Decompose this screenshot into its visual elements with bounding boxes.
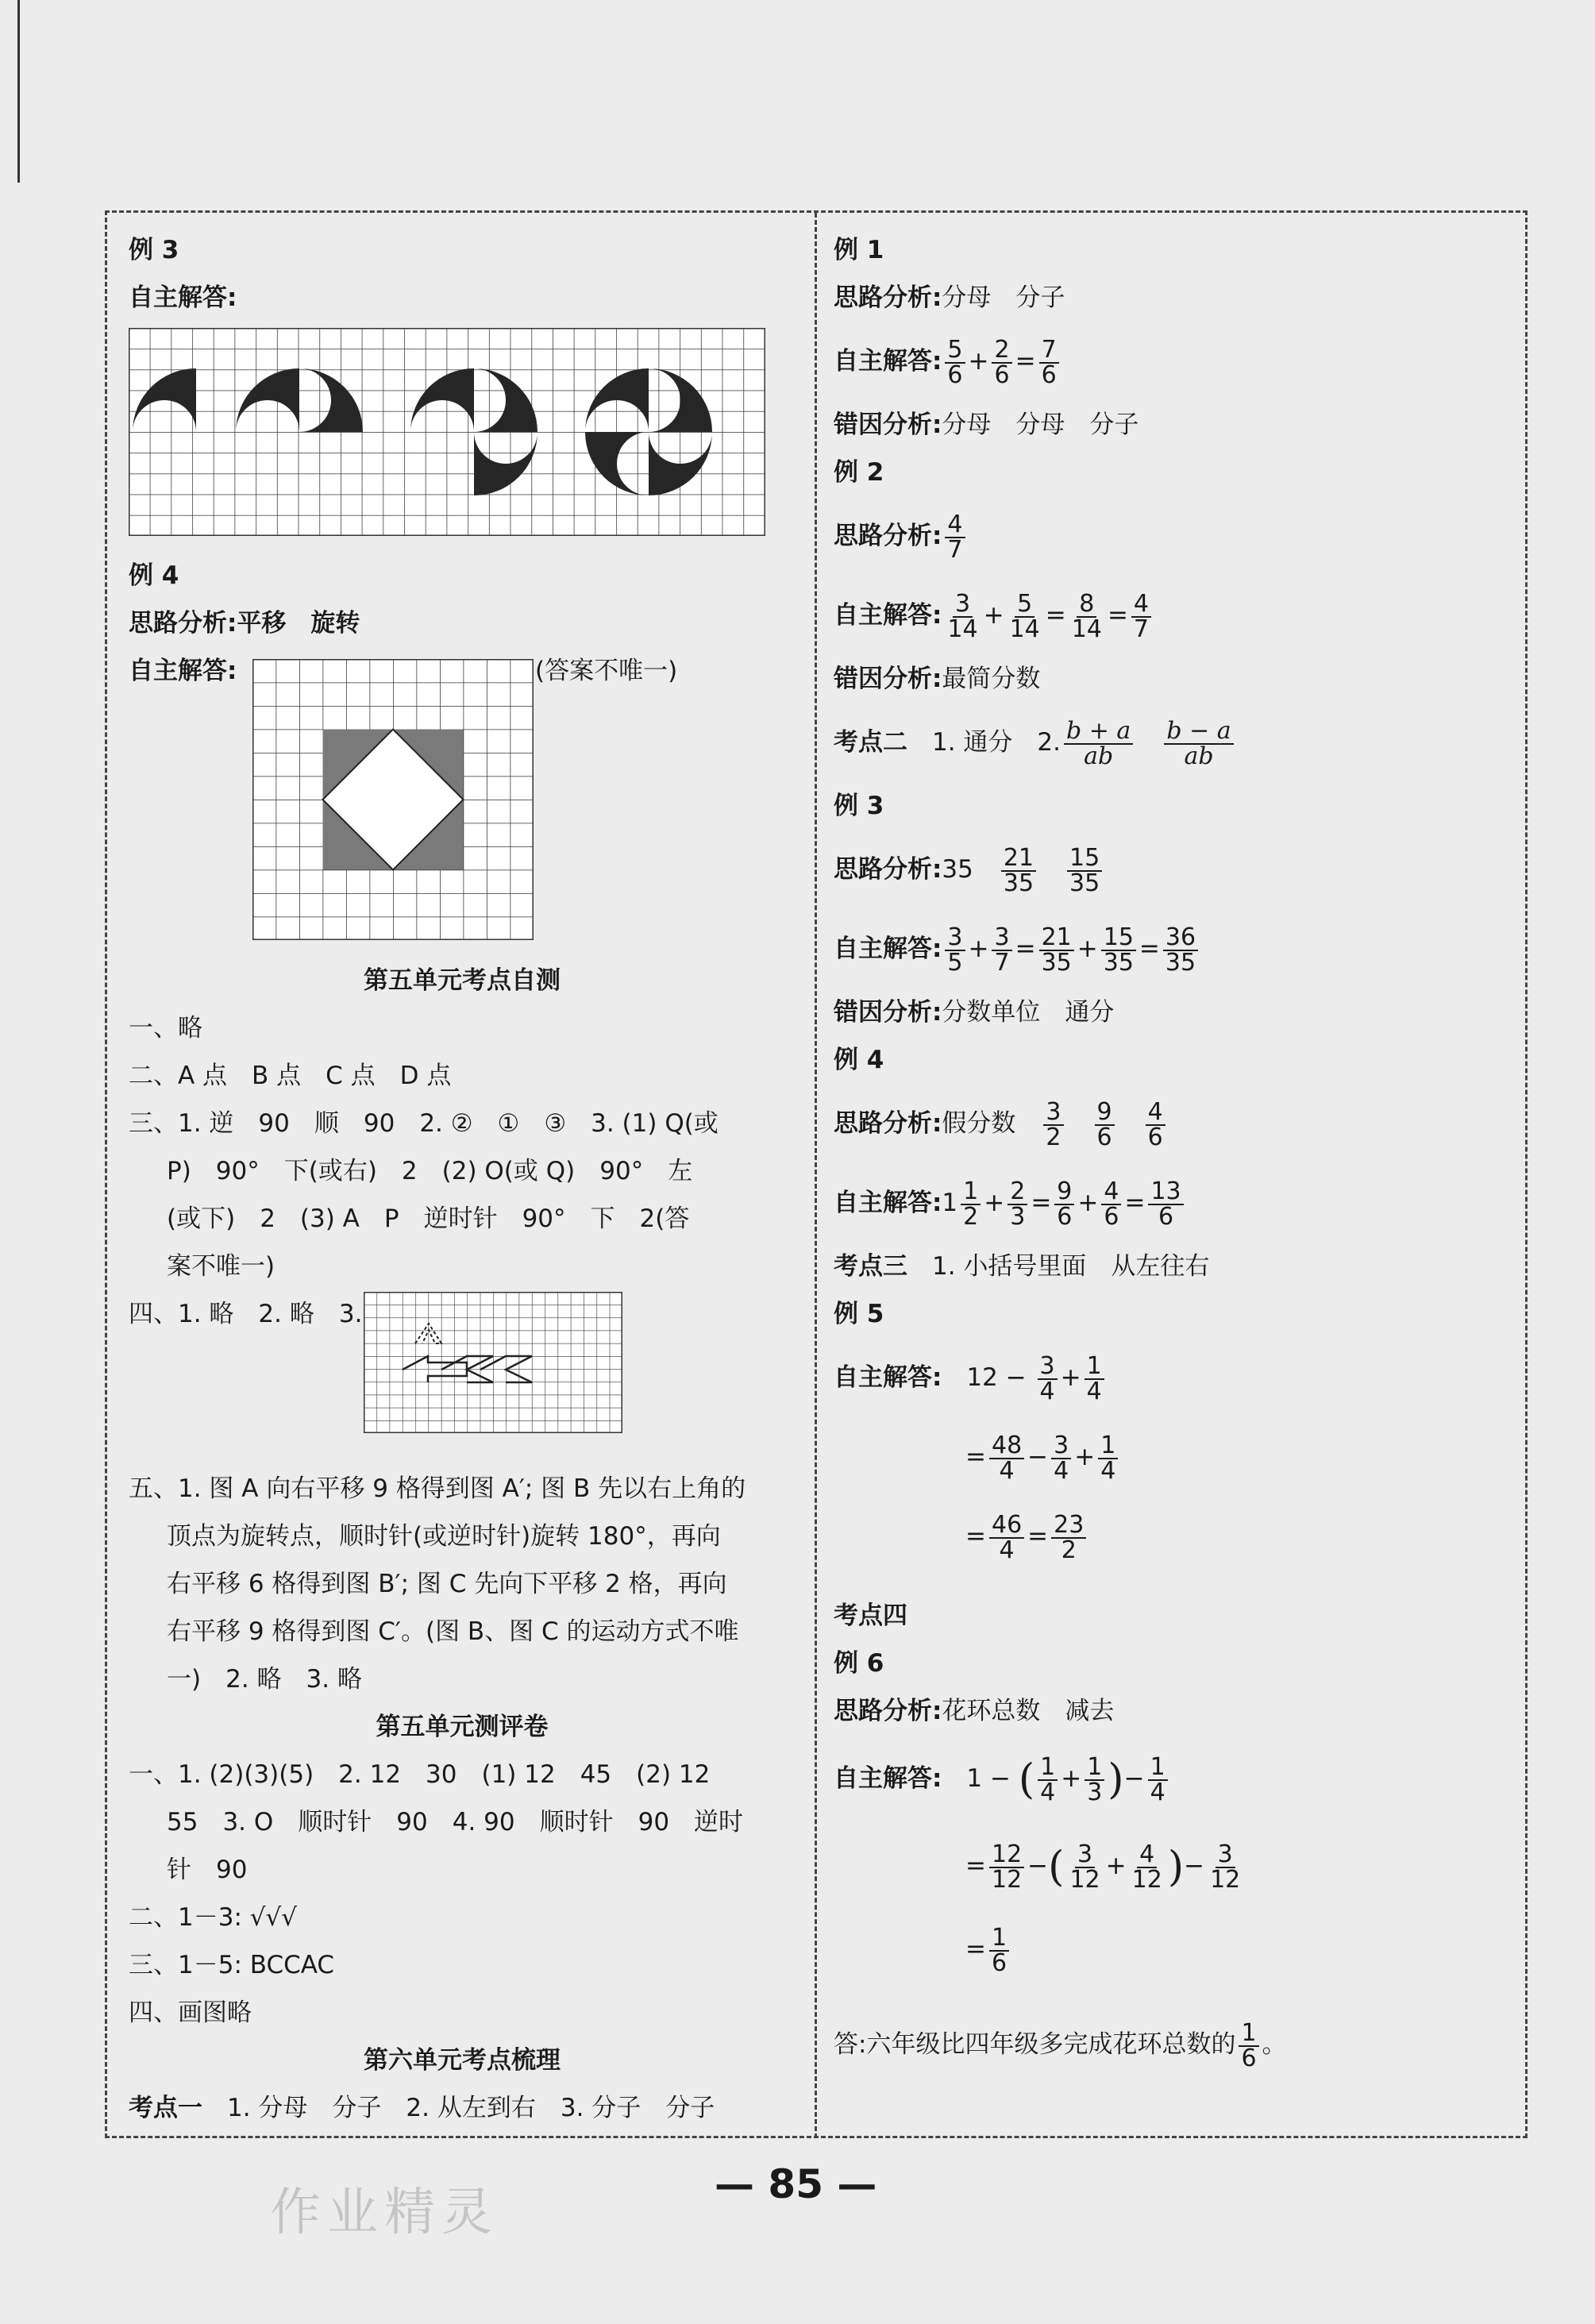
answer-line: (或下) 2 (3) A P 逆时针 90° 下 2(答 [167,1204,690,1233]
fraction: $\frac{1}{6}$ [989,1926,1009,1975]
fraction: $\frac{2}{3}$ [1007,1180,1027,1229]
answer-line: 二、1－3: √√√ [129,1903,298,1932]
self-answer-label: 自主解答: [129,283,237,312]
solution-label: 自主解答: [834,1189,942,1217]
term: 12 [966,1363,998,1392]
fraction: $\frac{1}{4}$ [1148,1756,1168,1805]
example-4-heading: 例 4 [129,561,179,590]
point-1-label: 考点一 [129,2094,202,2122]
fraction: $\frac{4}{12}$ [1131,1840,1162,1894]
thought-text: 分母 分子 [942,283,1065,312]
fraction: $\frac{15}{35}$ [1101,926,1136,975]
example-6-heading: 例 6 [834,1649,884,1678]
final-answer-end: 。 [1262,2030,1287,2059]
fraction: $\frac{9}{6}$ [1054,1180,1074,1229]
fraction: $\frac{4}{6}$ [1101,1180,1121,1229]
error-label: 错因分析: [834,410,942,439]
example-3-heading-right: 例 3 [834,792,884,820]
answer-line: 四、画图略 [129,1998,252,2027]
answer-line: 一、1. (2)(3)(5) 2. 12 30 (1) 12 45 (2) 12 [129,1760,711,1789]
square-rotation-grid [252,659,534,940]
fraction: $\frac{13}{6}$ [1148,1180,1183,1229]
section-title-unit5-test: 第五单元测评卷 [376,1713,549,1741]
section-title-unit5-selftest: 第五单元考点自测 [364,966,561,995]
answer-line: 55 3. O 顺时针 90 4. 90 顺时针 90 逆时 [167,1808,744,1836]
fraction: $\frac{3}{7}$ [992,926,1011,975]
binding-line [17,0,20,183]
thought-text: 花环总数 减去 [942,1697,1115,1725]
fraction: $\frac{1}{2}$ [961,1180,981,1229]
thought-line [834,1687,1114,1735]
fraction: $\frac{7}{6}$ [1039,338,1059,387]
thought-line [834,496,969,576]
solution-line: 自主解答: $\frac{5}{6}$ + $\frac{2}{6}$ = $\frac{7}{6}$ [834,322,1062,401]
fraction: $\frac{15}{35}$ [1067,846,1102,896]
thought-analysis-text: 思路分析:平移 旋转 [129,609,360,638]
point-3-label: 考点三 [834,1252,907,1281]
final-answer-text: 答:六年级比四年级多完成花环总数的 [834,2030,1236,2059]
example-2-heading: 例 2 [834,458,884,487]
answer-line: 一) 2. 略 3. 略 [167,1665,362,1694]
solution-step: = $\frac{12}{12}$ −( $\frac{3}{12}$ + $\frac{4}{12}$ )− $\frac{3}{12}$ [965,1822,1246,1910]
fraction: $\frac{1}{4}$ [1098,1434,1118,1483]
point-3-line [834,1243,1209,1290]
fraction: $\frac{1}{4}$ [1085,1355,1104,1404]
answer-line: 四、1. 略 2. 略 3. [129,1300,363,1328]
fraction: $\frac{3}{14}$ [947,589,978,643]
answer-line: 右平移 6 格得到图 B′; 图 C 先向下平移 2 格，再向 [167,1570,727,1598]
fraction: $\frac{2}{6}$ [992,338,1011,387]
fraction: $\frac{4}{7}$ [945,513,965,562]
error-text: 最简分数 [942,665,1041,693]
fraction: $\frac{9}{6}$ [1095,1100,1115,1150]
solution-line: 自主解答: 1 − ( $\frac{1}{4}$ + $\frac{1}{3}$ )− $\frac{1}{4}$ [834,1735,1171,1822]
fraction: $\frac{3}{12}$ [1069,1840,1100,1894]
fraction: $\frac{5}{14}$ [1009,589,1040,643]
fraction: $\frac{8}{14}$ [1071,589,1102,643]
pinwheel-grid-figure [129,328,765,536]
solution-label: 自主解答: [834,347,942,376]
fraction: $\frac{36}{35}$ [1163,926,1198,975]
answer-line: 三、1. 逆 90 顺 90 2. ② ① ③ 3. (1) Q(或 [129,1109,719,1138]
error-text: 分数单位 通分 [942,998,1115,1027]
answer-line [129,2084,715,2132]
error-label: 错因分析: [834,998,942,1027]
fraction: $\frac{3}{5}$ [945,926,965,975]
fraction: $\frac{b - a}{ab}$ [1164,719,1233,769]
section-title-unit6-review: 第六单元考点梳理 [364,2046,561,2075]
fraction: $\frac{48}{4}$ [989,1434,1024,1483]
solution-label: 自主解答: [834,1363,942,1392]
thought-label: 思路分析: [834,1109,942,1138]
page-number: — 85 — [715,2161,877,2207]
solution-step: = $\frac{46}{4}$ = $\frac{23}{2}$ [965,1497,1089,1576]
point-2-text: 1. 通分 2. [932,728,1061,757]
fraction: $\frac{3}{4}$ [1051,1434,1071,1483]
fraction: $\frac{3}{12}$ [1210,1840,1241,1894]
solution-step: = $\frac{1}{6}$ [965,1910,1012,1989]
answer-line: 二、A 点 B 点 C 点 D 点 [129,1062,452,1090]
thought-label: 思路分析: [834,283,942,312]
thought-text: 35 [942,855,973,884]
error-line [834,401,1138,449]
fraction: $\frac{4}{6}$ [1146,1100,1165,1150]
fraction: $\frac{b + a}{ab}$ [1064,719,1133,769]
solution-label: 自主解答: [834,1764,942,1793]
error-line [834,989,1114,1036]
whole-number: 1 [942,1189,958,1217]
fraction: $\frac{21}{35}$ [1001,846,1036,896]
example-3-heading: 例 3 [129,236,179,264]
solution-line: 自主解答: $\frac{3}{5}$ + $\frac{3}{7}$ = $\frac{21}{35}$ + $\frac{15}{35}$ = $\frac{36}{35}$ [834,909,1201,989]
point-1-text: 1. 分母 分子 2. 从左到右 3. 分子 分子 [227,2094,715,2122]
thought-label: 思路分析: [834,522,942,550]
point-4-label: 考点四 [834,1601,907,1630]
answer-line: 五、1. 图 A 向右平移 9 格得到图 A′; 图 B 先以右上角的 [129,1474,746,1503]
arrow-grid-figure [364,1292,622,1433]
fraction: $\frac{1}{4}$ [1038,1756,1058,1805]
solution-line: 自主解答:1 $\frac{1}{2}$ + $\frac{2}{3}$ = $\frac{9}{6}$ + $\frac{4}{6}$ = $\frac{13}{6}$ [834,1163,1187,1243]
answer-line: P) 90° 下(或右) 2 (2) O(或 Q) 90° 左 [167,1157,693,1185]
fraction: $\frac{3}{4}$ [1038,1355,1058,1404]
answer-line: 案不唯一) [167,1252,275,1281]
answer-line: 一、略 [129,1014,202,1043]
solution-step: = $\frac{48}{4}$ − $\frac{3}{4}$ + $\frac{1}{4}$ [965,1417,1121,1497]
fraction: $\frac{1}{3}$ [1085,1756,1104,1805]
error-text: 分母 分母 分子 [942,410,1139,439]
point-2-label: 考点二 [834,728,907,757]
not-unique-note: (答案不唯一) [535,657,678,685]
example-5-heading: 例 5 [834,1300,884,1328]
fraction: $\frac{5}{6}$ [945,338,965,387]
final-answer-line [834,2005,1287,2084]
answer-line: 针 90 [167,1856,248,1884]
solution-line: 自主解答: 12 − $\frac{3}{4}$ + $\frac{1}{4}$ [834,1338,1108,1417]
answer-line: 顶点为旋转点，顺时针(或逆时针)旋转 180°，再向 [167,1522,721,1551]
thought-text: 假分数 [942,1109,1016,1138]
term: 1 [966,1764,983,1793]
solution-label: 自主解答: [834,935,942,963]
thought-line [834,830,1105,909]
column-divider [815,213,817,2138]
answer-line: 右平移 9 格得到图 C′。(图 B、图 C 的运动方式不唯 [167,1617,739,1646]
solution-label: 自主解答: [834,601,942,630]
point-2-line [834,703,1237,782]
example-1-heading: 例 1 [834,236,884,264]
thought-line [834,274,1065,322]
fraction: $\frac{4}{7}$ [1131,592,1151,642]
error-label: 错因分析: [834,665,942,693]
fraction: $\frac{1}{6}$ [1239,2021,1258,2071]
pinwheel-shape-4 [585,368,712,495]
example-4-heading-right: 例 4 [834,1046,884,1074]
fraction: $\frac{3}{2}$ [1043,1100,1063,1150]
fraction: $\frac{21}{35}$ [1039,926,1074,975]
error-line [834,655,1040,703]
thought-line [834,1084,1169,1163]
thought-label: 思路分析: [834,1697,942,1725]
answer-line: 三、1－5: BCCAC [129,1951,335,1979]
fraction: $\frac{46}{4}$ [989,1513,1024,1563]
self-answer-label-2: 自主解答: [129,657,237,685]
thought-analysis-line [129,599,360,647]
point-3-text: 1. 小括号里面 从左往右 [932,1252,1210,1281]
watermark: 作业精灵 [270,2183,499,2242]
fraction: $\frac{12}{12}$ [989,1843,1024,1892]
fraction: $\frac{23}{2}$ [1051,1513,1086,1563]
solution-line: 自主解答: $\frac{3}{14}$ + $\frac{5}{14}$ = $\frac{8}{14}$ = $\frac{4}{7}$ [834,576,1154,655]
thought-label: 思路分析: [834,855,942,884]
